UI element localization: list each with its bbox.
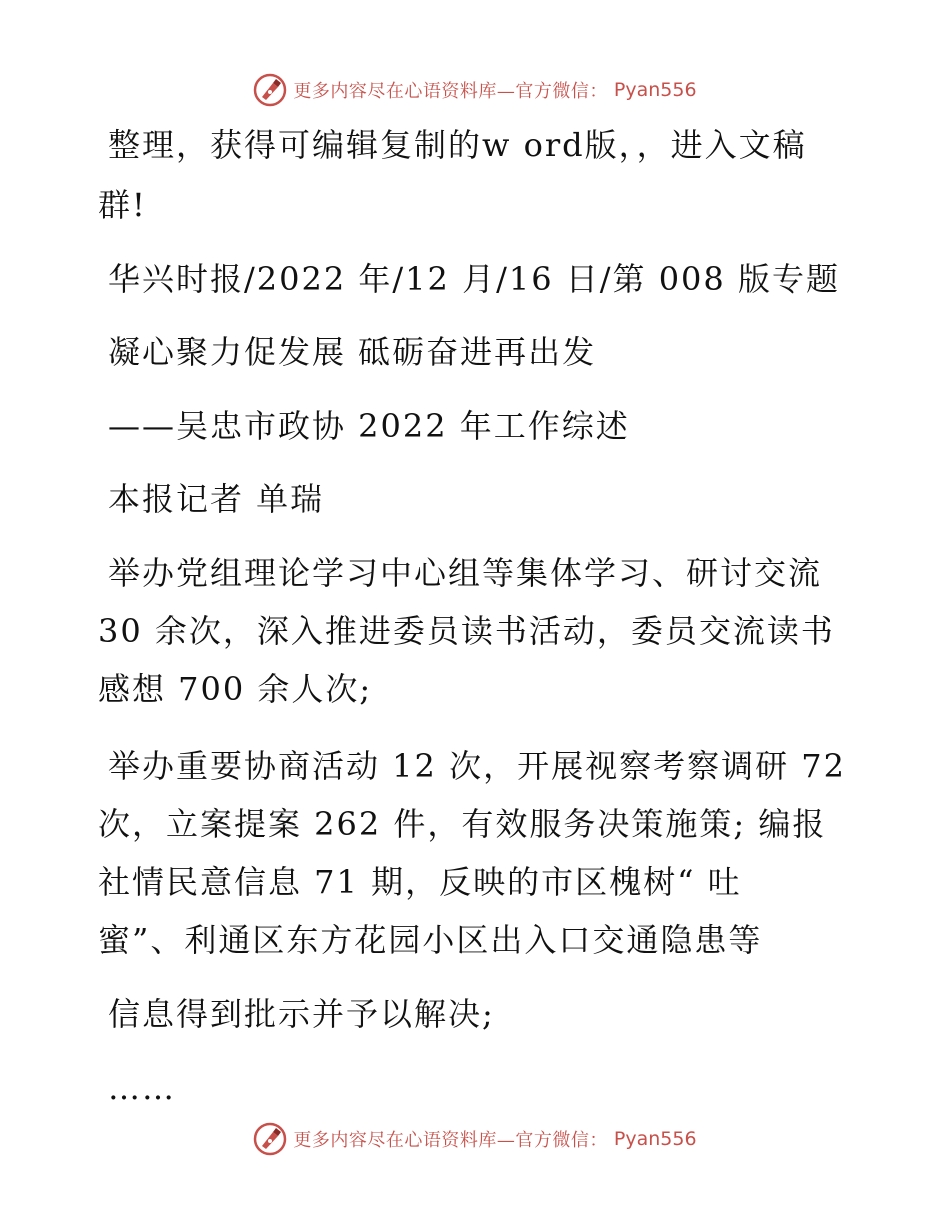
subheadline: ——吴忠市政协 2022 年工作综述	[108, 407, 630, 445]
watermark-wechat-id: Pyan556	[613, 1128, 697, 1150]
headline: 凝心聚力促发展 砥砺奋进再出发	[108, 333, 597, 371]
paragraph-line: 信息得到批示并予以解决;	[108, 995, 495, 1033]
paragraph-line: 社情民意信息 71 期，反映的市区槐树“ 吐	[98, 863, 742, 901]
paragraph-line: 举办重要协商活动 12 次，开展视察考察调研 72	[108, 747, 846, 785]
byline: 本报记者 单瑞	[108, 480, 325, 518]
watermark-banner-bottom	[0, 1119, 950, 1159]
watermark-banner-top	[0, 70, 950, 110]
paragraph-line: 蜜”、利通区东方花园小区出入口交通隐患等	[98, 921, 763, 959]
watermark-site-text: 更多内容尽在心语资料库—官方微信：	[293, 1130, 608, 1151]
paragraph-line: 感想 700 余人次;	[98, 670, 373, 708]
intro-line: 群!	[98, 186, 147, 224]
watermark-wechat-id: Pyan556	[613, 79, 697, 101]
pen-nib-logo-icon	[253, 73, 287, 107]
paragraph-line: 30 余次，深入推进委员读书活动，委员交流读书	[98, 612, 835, 650]
intro-line: 整理，获得可编辑复制的w ord版，，进入文稿	[108, 126, 807, 164]
watermark-site-text: 更多内容尽在心语资料库—官方微信：	[293, 81, 608, 102]
ellipsis: ……	[108, 1069, 176, 1107]
paragraph-line: 举办党组理论学习中心组等集体学习、研讨交流	[108, 554, 823, 592]
paragraph-line: 次，立案提案 262 件，有效服务决策施策; 编报	[98, 805, 827, 843]
pen-nib-logo-icon	[253, 1122, 287, 1156]
source-line: 华兴时报/2022 年/12 月/16 日/第 008 版专题	[108, 260, 840, 298]
